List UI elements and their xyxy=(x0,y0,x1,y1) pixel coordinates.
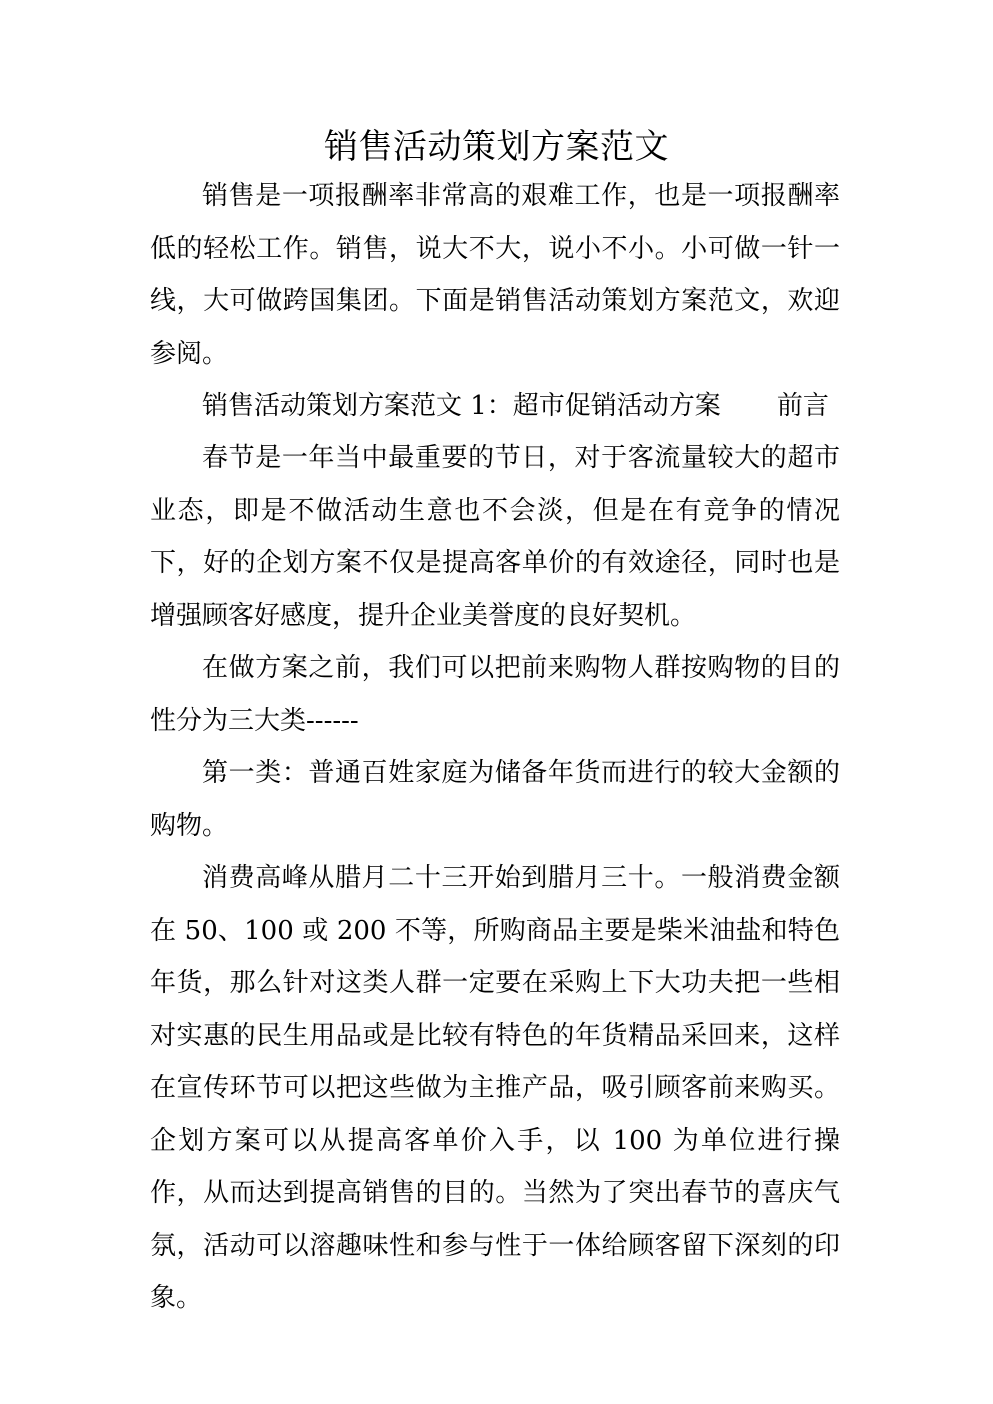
body-paragraph-4: 消费高峰从腊月二十三开始到腊月三十。一般消费金额在 50、100 或 200 不等，所购商品主要是柴米油盐和特色年货，那么针对这类人群一定要在采购上下大功夫把一些相对实惠的民生用品或是比较有特色的年货精品采回来，这样在宣传环节可以把这些做为主推产品，吸引顾客前来购买。企划方案可以从提高客单价入手，以 100 为单位进行操作，从而达到提高销售的目的。当然为了突出春节的喜庆气氛，活动可以溶趣味性和参与性于一体给顾客留下深刻的印象。 xyxy=(150,863,840,1313)
body-paragraph-3: 第一类：普通百姓家庭为储备年货而进行的较大金额的购物。 xyxy=(150,758,840,841)
section-heading xyxy=(150,380,840,433)
document-title: 销售活动策划方案范文 xyxy=(324,127,669,167)
body-paragraph-1: 春节是一年当中最重要的节日，对于客流量较大的超市业态，即是不做活动生意也不会淡，但是在有竞争的情况下，好的企划方案不仅是提高客单价的有效途径，同时也是增强顾客好感度，提升企业美誉度的良好契机。 xyxy=(150,443,840,631)
section-heading-text: 销售活动策划方案范文 1：超市促销活动方案 xyxy=(202,391,721,421)
section-subheading: 前言 xyxy=(776,391,829,421)
intro-paragraph: 销售是一项报酬率非常高的艰难工作，也是一项报酬率低的轻松工作。销售，说大不大，说小不小。小可做一针一线，大可做跨国集团。下面是销售活动策划方案范文，欢迎参阅。 xyxy=(150,181,840,369)
body-paragraph-2: 在做方案之前，我们可以把前来购物人群按购物的目的性分为三大类------ xyxy=(150,653,840,736)
